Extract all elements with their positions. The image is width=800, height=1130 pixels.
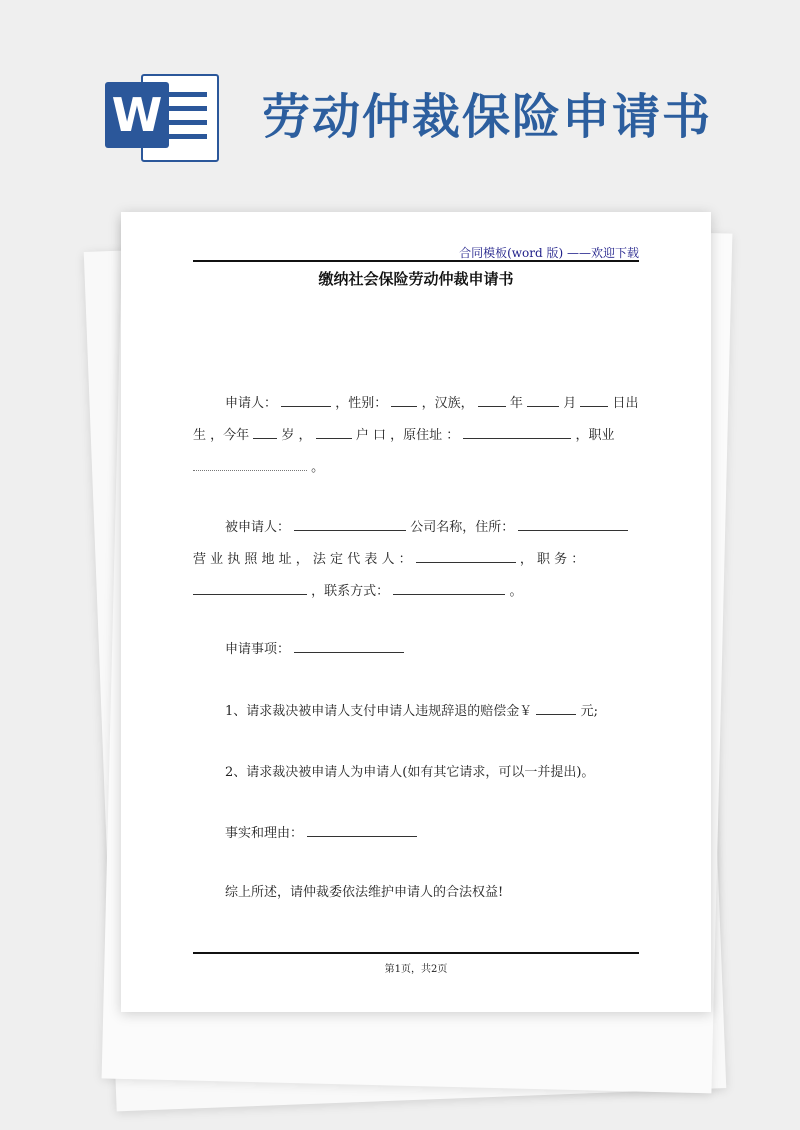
address-blank [463,426,571,439]
applicant-label: 申请人： [225,396,278,411]
header-note: 合同模板(word 版) ——欢迎下载 [459,246,639,260]
position-blank [193,582,307,595]
applicant-line-2 [193,426,639,445]
month-blank [527,394,559,407]
age-blank [253,426,277,439]
facts-line [225,824,639,843]
contact-blank [393,582,505,595]
document-title: 缴纳社会保险劳动仲裁申请书 [318,270,514,288]
age-label: 生 ，今年 [193,428,250,443]
matters-line [225,640,639,659]
contact-label: ，联系方式： [311,584,390,599]
ethnicity-label: ，汉族， [421,396,474,411]
page-footer: 第1页，共2页 [384,964,448,975]
respondent-line-end: 。 [509,584,523,599]
document-page [121,212,711,1012]
applicant-line-3 [193,458,639,477]
company-label: 公司名称，住所： [410,520,515,535]
gender-blank [391,394,417,407]
matters-blank [294,640,404,653]
applicant-line-end: 。 [311,460,325,475]
position-label: ， 职 务 ： [519,552,585,567]
hukou-blank [316,426,352,439]
respondent-line-1 [225,518,639,537]
closing-line [225,884,639,902]
word-icon [105,72,217,162]
banner-title: 劳动仲裁保险申请书 [262,89,713,145]
representative-blank [416,550,516,563]
request-item-2 [225,764,639,782]
respondent-label: 被申请人： [225,520,291,535]
month-label: 月 [563,396,577,411]
year-blank [478,394,506,407]
item-1-end: 元; [580,704,598,719]
matters-label: 申请事项： [225,642,291,657]
respondent-line-3 [193,582,639,601]
request-item-1 [225,702,639,721]
name-blank [281,394,331,407]
year-label: 年 [509,396,523,411]
applicant-line-1 [225,394,639,413]
respondent-blank [294,518,406,531]
respondent-line-2 [193,550,639,569]
item-1-text: 1、请求裁决被申请人支付申请人违规辞退的赔偿金￥ [225,704,533,719]
item-2-text: 2、请求裁决被申请人为申请人(如有其它请求，可以一并提出)。 [225,765,595,780]
occupation-label: ，职业 [575,428,615,443]
closing-text: 综上所述，请仲裁委依法维护申请人的合法权益! [225,885,504,900]
banner [0,0,800,200]
license-address-label: 营 业 执 照 地 址 ， 法 定 代 表 人 ： [193,552,412,567]
facts-blank [307,824,417,837]
compensation-blank [536,702,576,715]
gender-label: ，性别： [335,396,388,411]
footer-rule [193,952,639,954]
domicile-blank [518,518,628,531]
facts-label: 事实和理由： [225,826,304,841]
day-blank [580,394,608,407]
age-unit: 岁 ， [281,428,312,443]
header-rule [193,260,639,262]
occupation-blank [193,458,307,471]
word-icon-letter: W [105,82,169,148]
address-label: 户 口 ，原住址 ： [355,428,460,443]
day-label: 日出 [612,396,639,411]
